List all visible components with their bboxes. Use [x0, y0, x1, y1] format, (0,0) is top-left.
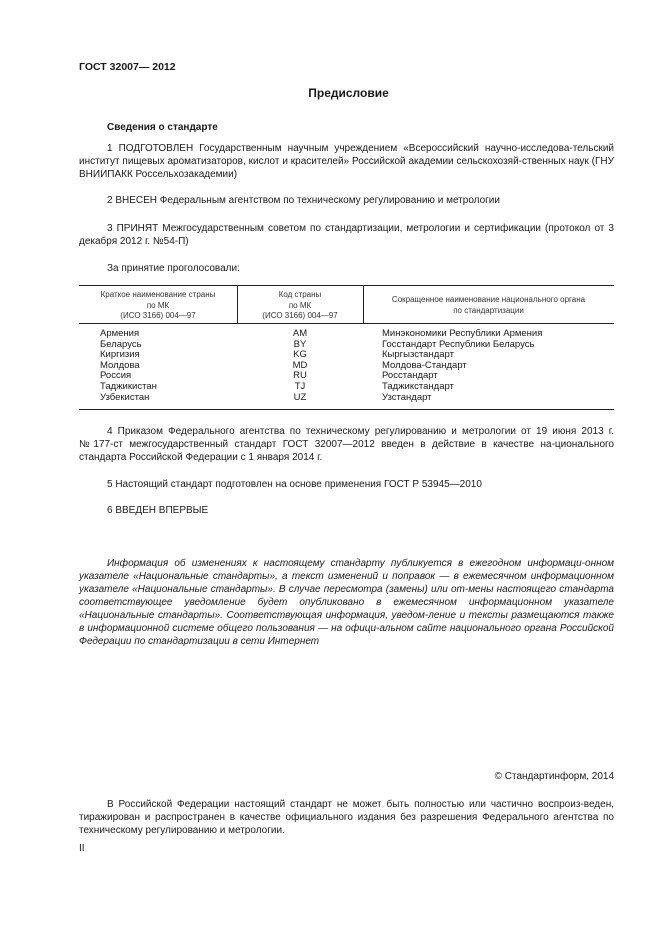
table-cell: Беларусь	[100, 338, 142, 350]
table-cell: Таджикстандарт	[382, 380, 454, 392]
table-cell: Росстандарт	[382, 370, 438, 382]
table-cell: TJ	[294, 380, 306, 392]
copyright: © Стандартинформ, 2014	[494, 771, 614, 782]
table-cell: UZ	[293, 391, 307, 403]
item-3-paragraph: 3 ПРИНЯТ Межгосударственным советом по стандартизации, метрологии и сертификации (протокол от 3 декабря 2012 г. №54-П)	[79, 223, 614, 247]
reproduction-notice: В Российской Федерации настоящий стандарт не может быть полностью или частично воспроиз-веден, тиражирован и распространен в качестве официального издания без разрешения Федерального агентства по техническому регулированию и метрологии.	[79, 799, 614, 836]
item-4-paragraph: 4 Приказом Федерального агентства по техническому регулированию и метрологии от 19 июня 2013 г. №177-ст межгосударственный стандарт ГОСТ 32007—2012 введен в действие в качестве на-ционального стандарта Российской Федерации с 1 января 2014 г.	[79, 426, 614, 463]
table-column-bodies	[382, 329, 542, 403]
table-cell: AM	[292, 328, 308, 339]
item-6-paragraph: 6 ВВЕДЕН ВПЕРВЫЕ	[107, 505, 209, 516]
voted-label: За принятие проголосовали:	[107, 263, 240, 274]
item-5-paragraph: 5 Настоящий стандарт подготовлен на основе применения ГОСТ Р 53945—2010	[107, 479, 482, 490]
table-cell: Кыргызстандарт	[382, 349, 454, 361]
table-cell: Минэкономики Республики Армения	[382, 328, 543, 339]
table-header-rule	[79, 323, 614, 324]
item-1-paragraph: 1 ПОДГОТОВЛЕН Государственным научным учреждением «Всероссийский научно-исследова-тельский институт пищевых ароматизаторов, кислот и красителей» Российской академии сельскохозяй-ственных наук (ГНУ ВНИИПАКК Россельхозакадемии)	[79, 143, 614, 180]
table-cell: BY	[293, 338, 307, 350]
table-cell: Киргизия	[100, 349, 140, 361]
table-column-codes	[237, 329, 363, 403]
table-cell: KG	[293, 349, 307, 361]
page-number: II	[79, 843, 85, 854]
table-cell: Армения	[100, 328, 140, 339]
table-header-country: Краткое наименование страны по МК (ИСО 3166) 004—97	[100, 290, 216, 320]
document-code: ГОСТ 32007— 2012	[79, 61, 176, 73]
table-header-body: Сокращенное наименование национального органа по стандартизации	[391, 295, 586, 315]
table-cell: Узстандарт	[382, 391, 432, 403]
info-notice: Информация об изменениях к настоящему стандарту публикуется в ежегодном информаци-онном указателе «Национальные стандарты», а текст изменений и поправок — в ежемесячном информационном указателе «Национальные стандарты». В случае пересмотра (замены) или от-мены настоящего стандарта соответствующее уведомление будет опубликовано в ежемесячном информационном указателе «Национальные стандарты». Соответствующая информация, уведом-ление и тексты размещаются также в информационной системе общего пользования — на офици-альном сайте национального органа Российской Федерации по стандартизации в сети Интернет	[79, 558, 614, 647]
table-column-countries	[100, 329, 157, 403]
item-2-paragraph: 2 ВНЕСЕН Федеральным агентством по техническому регулированию и метрологии	[107, 195, 500, 206]
table-cell: Госстандарт Республики Беларусь	[382, 338, 535, 350]
page-title: Предисловие	[308, 86, 389, 100]
table-cell: Узбекистан	[100, 391, 150, 403]
table-cell: Таджикистан	[100, 380, 157, 392]
table-cell: RU	[293, 370, 307, 382]
table-cell: Молдова-Стандарт	[382, 359, 467, 371]
table-cell: Молдова	[100, 359, 140, 371]
table-cell: Россия	[100, 370, 132, 382]
table-cell: MD	[292, 359, 308, 371]
section-heading: Сведения о стандарте	[107, 122, 218, 133]
table-header-code: Код страны по МК (ИСО 3166) 004—97	[262, 290, 338, 320]
